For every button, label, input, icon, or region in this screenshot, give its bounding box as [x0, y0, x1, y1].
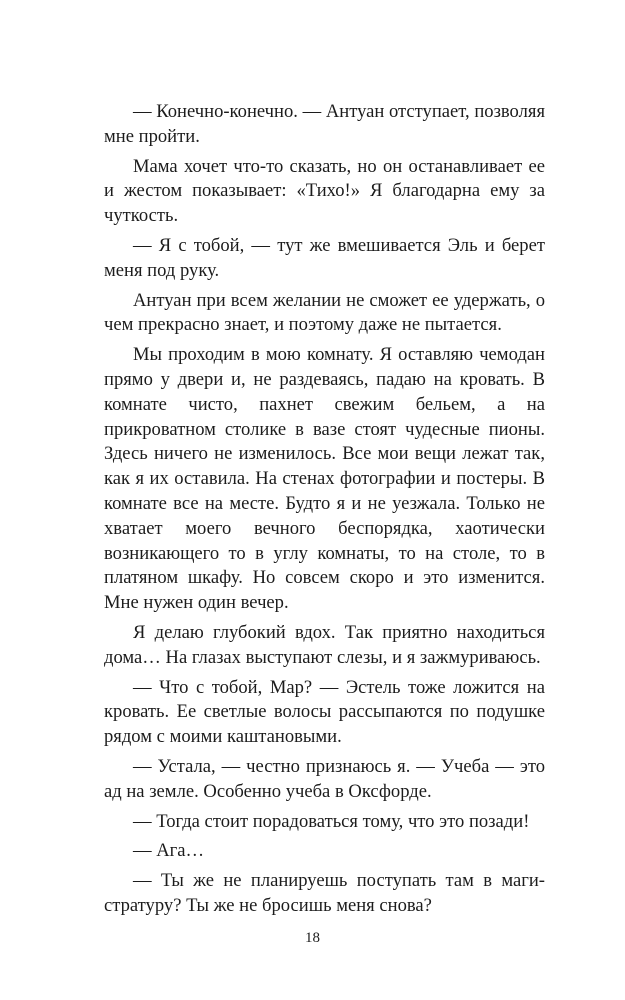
paragraph-10: — Ага… [133, 840, 205, 862]
paragraph-1: — Конечно-конечно. — Антуан отступает, позволяя мне пройти. [104, 101, 545, 147]
page-text [104, 100, 545, 924]
paragraph-4: Антуан при всем желании не сможет ее удержать, о чем прекрасно знает, и поэтому даже не пытается. [104, 289, 545, 336]
paragraph-6: Я делаю глубокий вдох. Так приятно находиться дома… На глазах выступают слезы, и я зажмуриваюсь. [104, 621, 545, 668]
paragraph-8: — Устала, — честно признаюсь я. — Учеба — это ад на земле. Особенно учеба в Оксфорде. [104, 755, 545, 802]
paragraph-5: Мы проходим в мою комнату. Я оставляю чемодан прямо у двери и, не раздеваясь, падаю на кровать. В комнате чисто, пахнет свежим бельем, а на прикроватном столике в вазе стоят чудесные пионы. Здесь ничего не изменилось. Все мои вещи лежат так, как я их оставила. На стенах фотографии и постеры. В комнате все на месте. Будто я и не уезжала. Только не хватает моего вечного беспорядка, хаотически возникающего то в углу комнаты, то на столе, то в платяном шкафу. Но совсем скоро и это изменится. Мне нужен один вечер. [104, 344, 545, 614]
paragraph-9: — Тогда стоит порадоваться тому, что это позади! [133, 810, 530, 832]
paragraph-3: — Я с тобой, — тут же вмешивается Эль и берет меня под руку. [104, 234, 545, 281]
paragraph-2: Мама хочет что-то сказать, но он останавливает ее и жестом показывает: «Тихо!» Я благодарна ему за чуткость. [104, 155, 545, 227]
page-number: 18 [305, 930, 320, 946]
paragraph-11: — Ты же не планируешь поступать там в магистратуру? Ты же не бросишь меня снова? [104, 870, 545, 916]
paragraph-7: — Что с тобой, Мар? — Эстель тоже ложится на кровать. Ее светлые волосы рассыпаются по подушке рядом с моими каштановыми. [104, 676, 545, 748]
